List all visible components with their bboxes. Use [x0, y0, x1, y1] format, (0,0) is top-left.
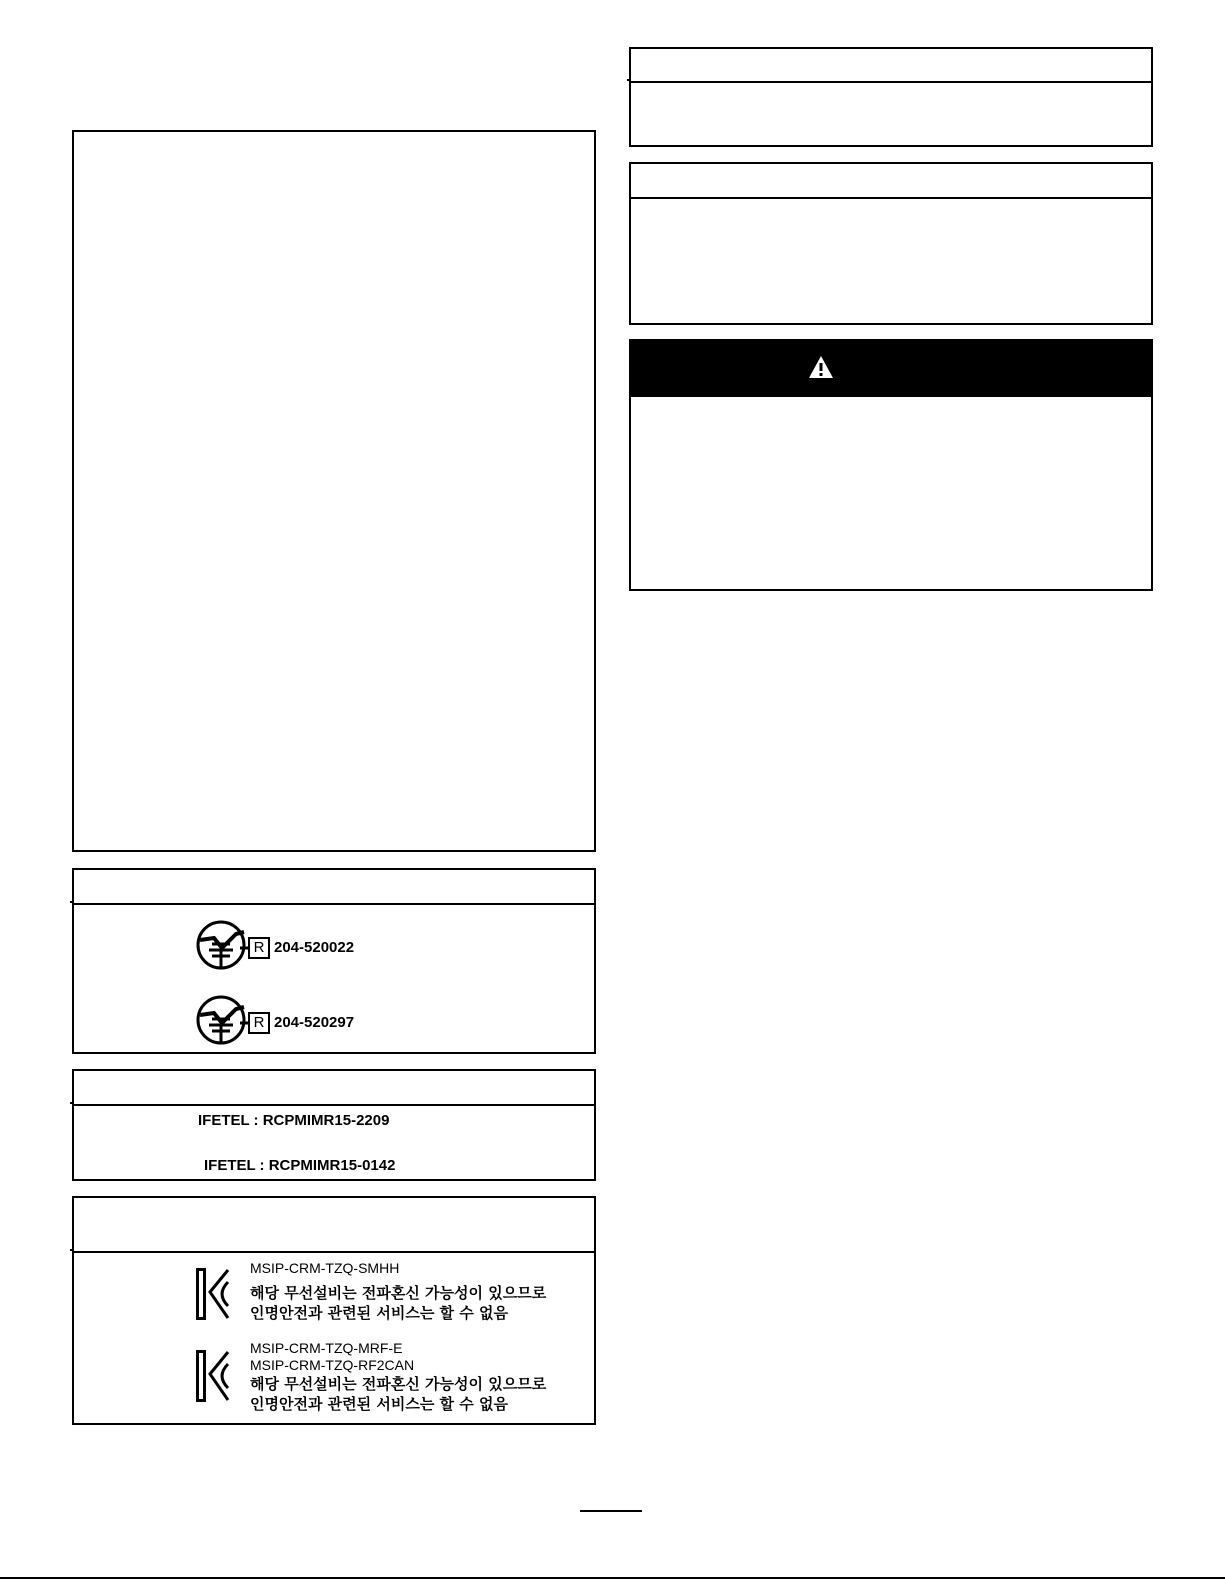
japan-cert-code: 204-520297 [274, 1014, 355, 1031]
kc-cert-code: MSIP-CRM-TZQ-MRF-E [250, 1340, 403, 1356]
r-mark: R [248, 1012, 270, 1034]
kc-notice-line: 인명안전과 관련된 서비스는 할 수 없음 [250, 1395, 508, 1413]
header-tick [70, 1249, 74, 1251]
japan-giteki-mark-icon [196, 993, 250, 1052]
mexico-certification-header [74, 1071, 594, 1106]
header-tick [70, 1102, 74, 1104]
korea-certification-header [74, 1198, 594, 1253]
kc-mark-icon [196, 1268, 230, 1325]
right-top-box-header [631, 49, 1151, 83]
japan-giteki-mark-icon [196, 918, 250, 977]
japan-certification-header [74, 870, 594, 905]
header-tick [627, 79, 631, 81]
kc-notice-line: 해당 무선설비는 전파혼신 가능성이 있으므로 [250, 1284, 547, 1302]
japan-cert-row [196, 993, 354, 1052]
ifetel-code: IFETEL : RCPMIMR15-2209 [198, 1112, 390, 1129]
japan-cert-code: 204-520022 [274, 939, 355, 956]
kc-cert-code: MSIP-CRM-TZQ-SMHH [250, 1260, 400, 1276]
kc-certification-block [196, 1260, 546, 1325]
japan-certification-box [72, 868, 596, 1054]
header-tick [70, 901, 74, 903]
kc-notice-line: 해당 무선설비는 전파혼신 가능성이 있으므로 [250, 1375, 547, 1393]
page-bottom-rule [0, 1577, 1225, 1579]
right-middle-box-header [631, 164, 1151, 199]
korea-certification-box [72, 1196, 596, 1425]
warning-header [631, 341, 1151, 397]
kc-mark-icon [196, 1350, 230, 1407]
page-number-rule [580, 1510, 642, 1512]
kc-cert-code: MSIP-CRM-TZQ-RF2CAN [250, 1357, 415, 1373]
left-main-box [72, 130, 596, 852]
warning-box [629, 339, 1153, 591]
kc-certification-block [196, 1340, 546, 1414]
right-top-box [629, 47, 1153, 147]
warning-triangle-icon [808, 355, 834, 384]
kc-notice-line: 인명안전과 관련된 서비스는 할 수 없음 [250, 1304, 508, 1322]
mexico-certification-box [72, 1069, 596, 1181]
ifetel-code: IFETEL : RCPMIMR15-0142 [204, 1157, 396, 1174]
r-mark: R [248, 937, 270, 959]
right-middle-box [629, 162, 1153, 325]
japan-cert-row [196, 918, 354, 977]
